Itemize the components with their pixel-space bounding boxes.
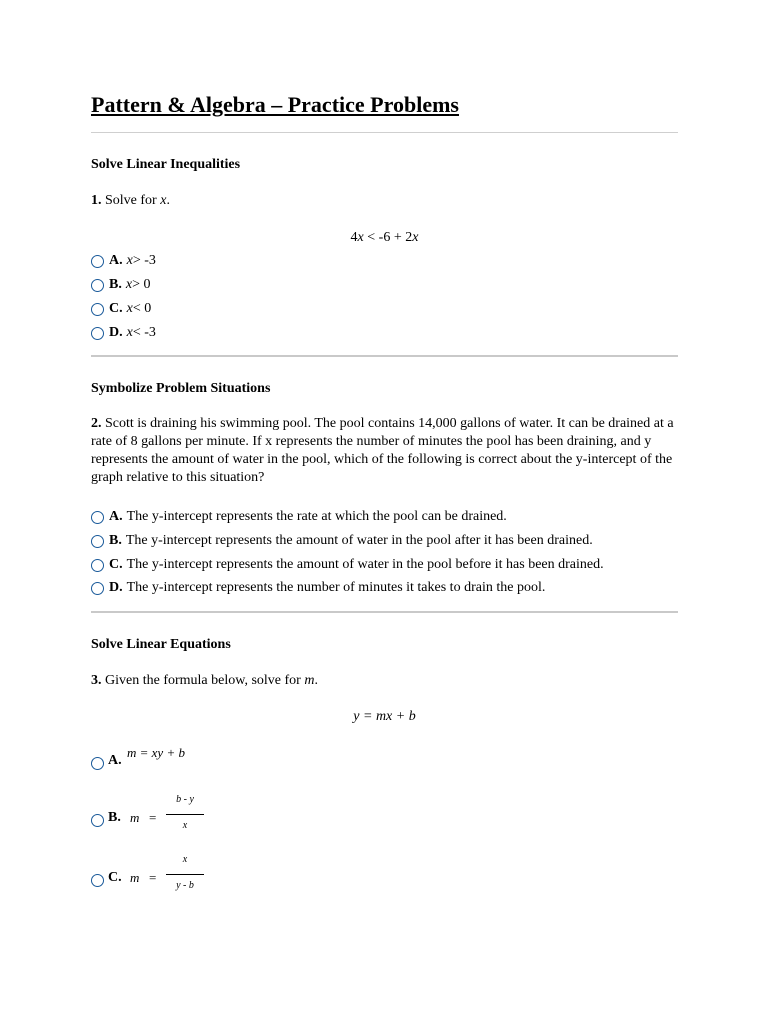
- radio-button[interactable]: [91, 511, 104, 524]
- question-1-prompt: 1. Solve for x.: [91, 193, 170, 208]
- radio-button[interactable]: [91, 582, 104, 595]
- radio-button[interactable]: [91, 535, 104, 548]
- radio-button[interactable]: [91, 757, 104, 770]
- radio-button[interactable]: [91, 303, 104, 316]
- question-2-option-c[interactable]: C. The y-intercept represents the amount of water in the pool before it has been drained.: [91, 556, 604, 574]
- question-number: 2.: [91, 416, 102, 431]
- section-title-symbolize: Symbolize Problem Situations: [91, 381, 271, 396]
- radio-button[interactable]: [91, 255, 104, 268]
- fraction-bar: [166, 814, 204, 815]
- numerator: b - y: [176, 794, 194, 805]
- question-2-option-b[interactable]: B. The y-intercept represents the amount of water in the pool after it has been drained.: [91, 532, 593, 550]
- question-2-option-a[interactable]: A. The y-intercept represents the rate at which the pool can be drained.: [91, 508, 507, 526]
- section-title-linear-equations: Solve Linear Equations: [91, 637, 231, 652]
- radio-button[interactable]: [91, 874, 104, 887]
- question-1-option-d[interactable]: D. x < -3: [91, 324, 156, 342]
- denominator: x: [182, 820, 188, 831]
- divider: [91, 611, 678, 613]
- question-3-equation: y = mx + b: [353, 709, 416, 724]
- radio-button[interactable]: [91, 559, 104, 572]
- radio-button[interactable]: [91, 327, 104, 340]
- divider: [91, 355, 678, 357]
- divider: [91, 132, 678, 133]
- question-number: 3.: [91, 673, 102, 688]
- section-title-inequalities: Solve Linear Inequalities: [91, 157, 241, 172]
- option-expression: m = xy + b: [127, 745, 185, 760]
- question-3-option-b[interactable]: B. m = b - y x: [91, 790, 291, 850]
- question-2-option-d[interactable]: D. The y-intercept represents the number of minutes it takes to drain the pool.: [91, 579, 545, 597]
- fraction-bar: [166, 874, 204, 875]
- question-1-equation: 4x < -6 + 2x: [350, 230, 419, 245]
- page-title: Pattern & Algebra – Practice Problems: [91, 92, 459, 117]
- numerator: x: [182, 854, 188, 865]
- question-2-prompt: 2. Scott is draining his swimming pool. The pool contains 14,000 gallons of water. It can be drained at a rate of 8 gallons per minute. If x represents the number of minutes the pool has been draining, and y represents the amount of water in the pool, which of the following is correct about the y-intercept of the graph relative to this situation?: [91, 416, 674, 485]
- radio-button[interactable]: [91, 814, 104, 827]
- question-3-prompt: 3. Given the formula below, solve for m.: [91, 673, 318, 688]
- question-1-option-b[interactable]: B. x > 0: [91, 276, 150, 294]
- question-3-option-c[interactable]: C. m = x y - b: [91, 850, 291, 910]
- question-1-option-a[interactable]: A. x > -3: [91, 252, 156, 270]
- radio-button[interactable]: [91, 279, 104, 292]
- question-1-option-c[interactable]: C. x < 0: [91, 300, 151, 318]
- denominator: y - b: [176, 880, 194, 891]
- question-3-option-a[interactable]: A. m = xy + b: [91, 745, 291, 775]
- question-number: 1.: [91, 193, 102, 208]
